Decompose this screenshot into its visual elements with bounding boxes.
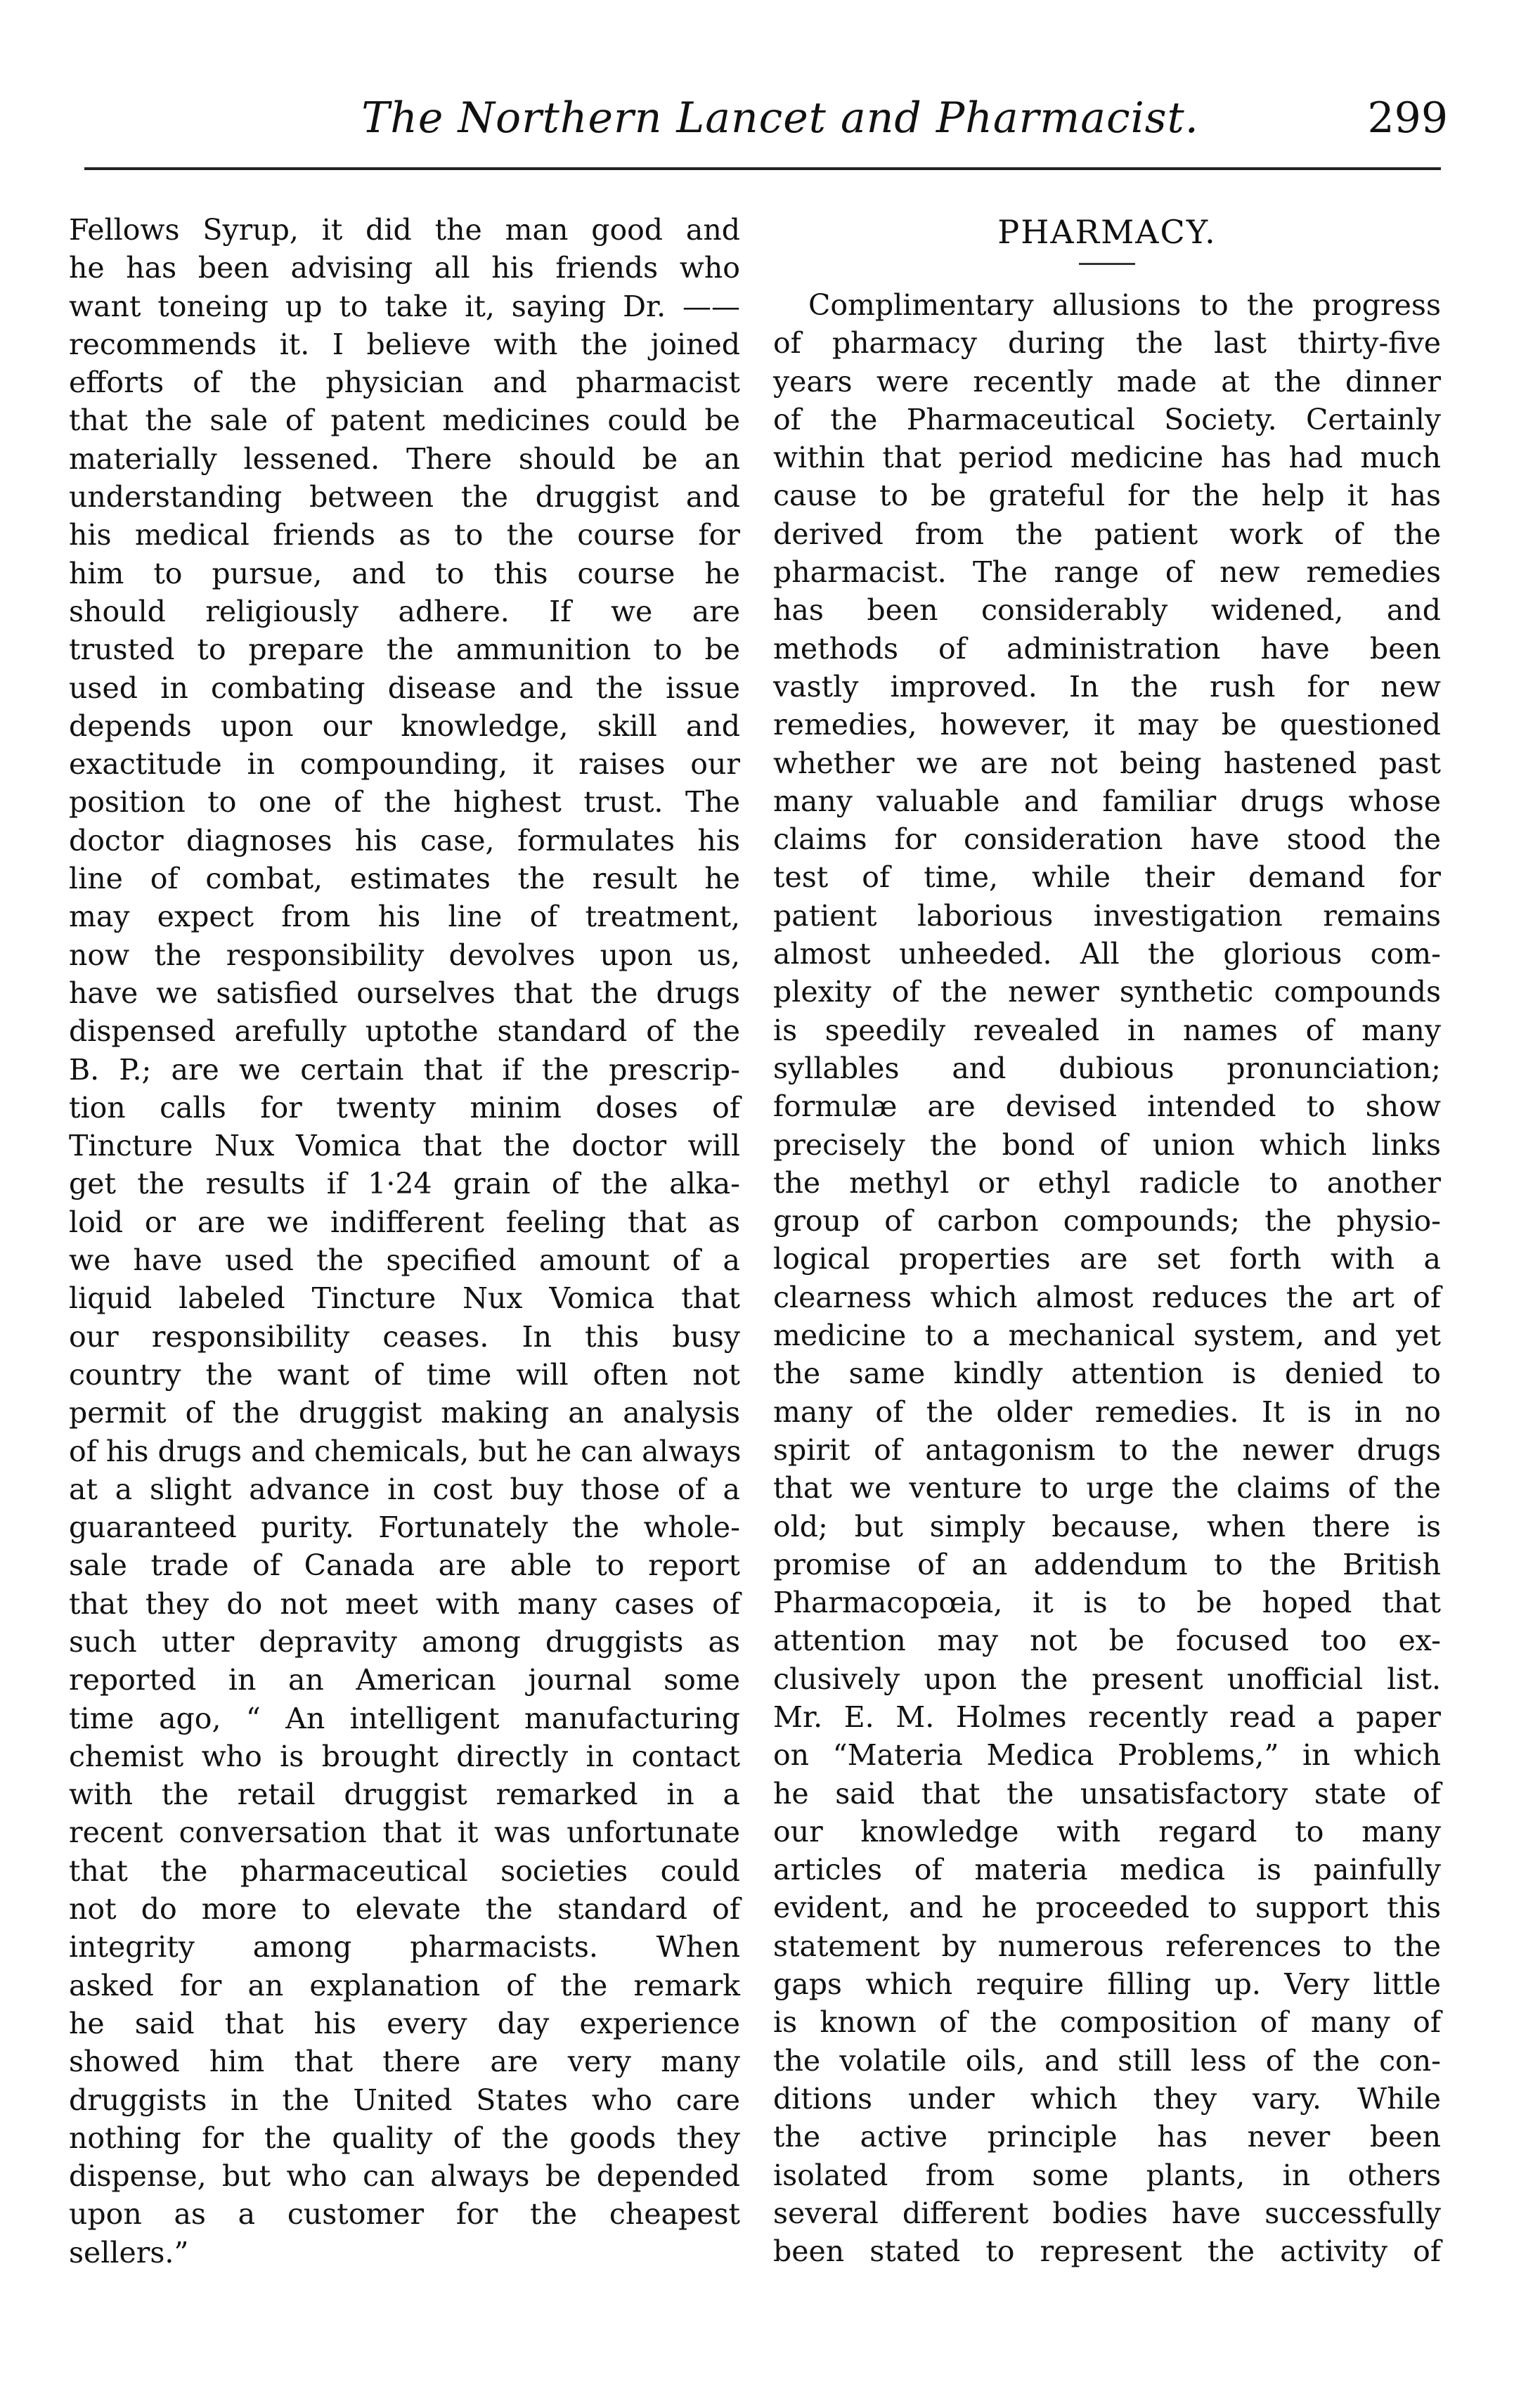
- text-line: derived from the patient work of the: [773, 517, 1441, 551]
- text-line: reported in an American journal some: [69, 1663, 740, 1697]
- text-line: many of the older remedies. It is in no: [773, 1394, 1441, 1429]
- section-heading: PHARMACY.: [997, 213, 1217, 251]
- text-line: pharmacist. The range of new remedies: [773, 555, 1441, 590]
- text-line: Tincture Nux Vomica that the doctor will: [69, 1129, 740, 1163]
- text-line: old; but simply because, when there is: [773, 1509, 1441, 1543]
- text-line: been stated to represent the activity of: [773, 2234, 1441, 2269]
- text-line: we have used the specified amount of a: [69, 1243, 740, 1278]
- text-line: several different bodies have successfully: [773, 2196, 1441, 2230]
- text-line: used in combating disease and the issue: [69, 671, 740, 705]
- text-line: country the want of time will often not: [69, 1357, 740, 1392]
- text-line: clearness which almost reduces the art of: [773, 1280, 1441, 1314]
- text-line: almost unheeded. All the glorious com-: [773, 937, 1441, 971]
- text-line: methods of administration have been: [773, 631, 1441, 666]
- text-line: plexity of the newer synthetic compounds: [773, 975, 1441, 1009]
- text-line: gaps which require filling up. Very little: [773, 1967, 1441, 2002]
- text-line: on “Materia Medica Problems,” in which: [773, 1738, 1441, 1773]
- text-line: asked for an explanation of the remark: [69, 1968, 740, 2002]
- text-line: his medical friends as to the course for: [69, 518, 740, 552]
- text-line: sale trade of Canada are able to report: [69, 1548, 740, 1583]
- text-line: promise of an addendum to the British: [773, 1547, 1441, 1581]
- text-line: cause to be grateful for the help it has: [773, 479, 1441, 513]
- text-line: many valuable and familiar drugs whose: [773, 784, 1441, 818]
- text-line: chemist who is brought directly in contact: [69, 1739, 740, 1773]
- heading-rule: [1079, 263, 1135, 265]
- text-line: that the pharmaceutical societies could: [69, 1853, 740, 1888]
- left-column: [69, 211, 740, 2272]
- text-line: sellers.”: [69, 2235, 189, 2270]
- text-line: get the results if 1·24 grain of the alka-: [69, 1167, 740, 1201]
- text-line: Pharmacopœia, it is to be hoped that: [773, 1586, 1441, 1620]
- text-line: guaranteed purity. Fortunately the whole-: [69, 1510, 740, 1545]
- text-line: that the sale of patent medicines could be: [69, 403, 740, 438]
- text-line: the active principle has never been: [773, 2120, 1441, 2154]
- text-line: such utter depravity among druggists as: [69, 1624, 740, 1659]
- text-line: of the Pharmaceutical Society. Certainly: [773, 402, 1441, 436]
- text-line: statement by numerous references to the: [773, 1929, 1441, 1963]
- text-line: upon as a customer for the cheapest: [69, 2197, 740, 2232]
- text-line: now the responsibility devolves upon us,: [69, 938, 740, 972]
- text-line: liquid labeled Tincture Nux Vomica that: [69, 1281, 740, 1316]
- text-line: medicine to a mechanical system, and yet: [773, 1319, 1441, 1353]
- text-line: Complimentary allusions to the progress: [808, 288, 1441, 322]
- text-line: isolated from some plants, in others: [773, 2158, 1441, 2192]
- text-line: claims for consideration have stood the: [773, 822, 1441, 857]
- text-line: druggists in the United States who care: [69, 2083, 740, 2117]
- text-line: precisely the bond of union which links: [773, 1127, 1441, 1162]
- text-line: years were recently made at the dinner: [773, 364, 1441, 399]
- text-line: recommends it. I believe with the joined: [69, 327, 740, 361]
- header-rule: [84, 167, 1441, 170]
- text-line: doctor diagnoses his case, formulates his: [69, 823, 740, 857]
- text-line: patient laborious investigation remains: [773, 898, 1441, 933]
- text-line: time ago, “ An intelligent manufacturing: [69, 1701, 740, 1735]
- text-line: syllables and dubious pronunciation;: [773, 1051, 1441, 1085]
- text-line: the methyl or ethyl radicle to another: [773, 1165, 1441, 1200]
- text-line: clusively upon the present unofficial list.: [773, 1662, 1441, 1696]
- text-line: vastly improved. In the rush for new: [773, 669, 1441, 704]
- text-line: depends upon our knowledge, skill and: [69, 708, 740, 743]
- text-line: nothing for the quality of the goods they: [69, 2121, 740, 2155]
- text-line: formulæ are devised intended to show: [773, 1089, 1441, 1124]
- text-line: recent conversation that it was unfortunate: [69, 1815, 740, 1850]
- text-line: exactitude in compounding, it raises our: [69, 747, 740, 782]
- text-line: should religiously adhere. If we are: [69, 594, 740, 628]
- text-line: Fellows Syrup, it did the man good and: [69, 213, 740, 247]
- text-line: with the retail druggist remarked in a: [69, 1778, 740, 1812]
- text-line: of pharmacy during the last thirty-five: [773, 326, 1441, 361]
- text-line: our knowledge with regard to many: [773, 1814, 1441, 1849]
- text-line: dispensed arefully uptothe standard of the: [69, 1014, 740, 1049]
- text-line: evident, and he proceeded to support this: [773, 1891, 1441, 1925]
- text-line: articles of materia medica is painfully: [773, 1853, 1441, 1887]
- text-line: test of time, while their demand for: [773, 860, 1441, 895]
- text-line: spirit of antagonism to the newer drugs: [773, 1432, 1441, 1467]
- text-line: he said that the unsatisfactory state of: [773, 1776, 1441, 1811]
- text-line: the same kindly attention is denied to: [773, 1357, 1441, 1391]
- text-line: dispense, but who can always be depended: [69, 2159, 740, 2194]
- page-number: 299: [1367, 93, 1448, 143]
- text-line: have we satisfied ourselves that the drugs: [69, 976, 740, 1010]
- text-line: of his drugs and chemicals, but he can always: [69, 1434, 742, 1468]
- text-line: B. P.; are we certain that if the prescrip-: [69, 1052, 740, 1087]
- text-line: integrity among pharmacists. When: [69, 1930, 740, 1964]
- text-line: loid or are we indifferent feeling that as: [69, 1205, 740, 1239]
- text-line: position to one of the highest trust. The: [69, 785, 740, 820]
- text-line: want toneing up to take it, saying Dr. ——: [69, 289, 740, 323]
- text-line: materially lessened. There should be an: [69, 441, 740, 476]
- text-line: permit of the druggist making an analysis: [69, 1396, 740, 1430]
- text-line: is known of the composition of many of: [773, 2005, 1441, 2040]
- text-line: may expect from his line of treatment,: [69, 900, 740, 934]
- text-line: not do more to elevate the standard of: [69, 1892, 740, 1927]
- text-line: him to pursue, and to this course he: [69, 556, 740, 590]
- text-line: whether we are not being hastened past: [773, 746, 1441, 780]
- text-line: at a slight advance in cost buy those of a: [69, 1472, 740, 1506]
- text-line: has been considerably widened, and: [773, 593, 1441, 628]
- text-line: understanding between the druggist and: [69, 480, 740, 514]
- text-line: Mr. E. M. Holmes recently read a paper: [773, 1700, 1441, 1734]
- text-line: he said that his every day experience: [69, 2006, 740, 2040]
- text-line: trusted to prepare the ammunition to be: [69, 633, 740, 667]
- text-line: group of carbon compounds; the physio-: [773, 1204, 1441, 1238]
- text-line: that we venture to urge the claims of the: [773, 1471, 1441, 1506]
- text-line: tion calls for twenty minim doses of: [69, 1090, 740, 1125]
- text-line: within that period medicine has had much: [773, 441, 1441, 475]
- text-line: our responsibility ceases. In this busy: [69, 1319, 740, 1354]
- text-line: he has been advising all his friends who: [69, 251, 740, 285]
- right-column: [773, 211, 1441, 2270]
- text-line: logical properties are set forth with a: [773, 1242, 1441, 1276]
- text-line: efforts of the physician and pharmacist: [69, 365, 740, 400]
- text-line: that they do not meet with many cases of: [69, 1586, 740, 1621]
- text-line: ditions under which they vary. While: [773, 2081, 1441, 2116]
- running-title: The Northern Lancet and Pharmacist.: [361, 93, 1199, 143]
- text-line: the volatile oils, and still less of the con-: [773, 2043, 1441, 2078]
- text-line: showed him that there are very many: [69, 2045, 740, 2079]
- text-line: remedies, however, it may be questioned: [773, 708, 1441, 742]
- text-line: attention may not be focused too ex-: [773, 1624, 1441, 1658]
- text-line: is speedily revealed in names of many: [773, 1013, 1441, 1047]
- text-line: line of combat, estimates the result he: [69, 862, 740, 896]
